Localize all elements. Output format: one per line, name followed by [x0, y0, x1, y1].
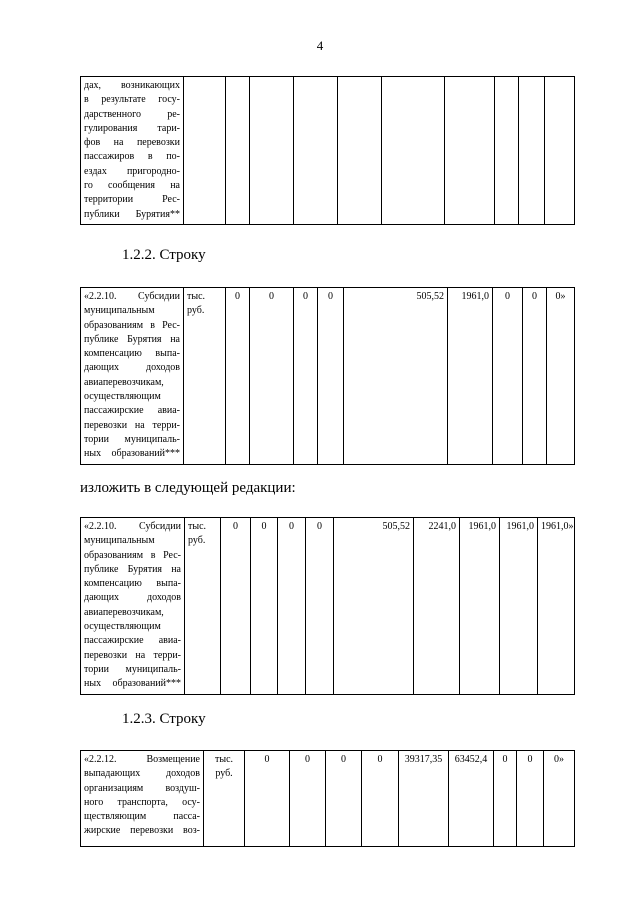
unit-cell: тыс. руб. — [204, 751, 245, 847]
value-cell: 0 — [290, 751, 326, 847]
paragraph-1-2-2: 1.2.2. Строку — [122, 247, 206, 263]
empty-cell — [495, 77, 519, 225]
empty-cell — [226, 77, 250, 225]
empty-cell — [519, 77, 545, 225]
table-continuation — [80, 76, 575, 225]
value-cell: 2241,0 — [414, 518, 460, 695]
table-row-2-2-10-new — [80, 517, 575, 695]
value-cell: 0» — [544, 751, 575, 847]
value-cell: 505,52 — [344, 288, 448, 465]
row-name-cell: «2.2.10. Субсидии муниципальным образованиям в Рес- публике Бурятия на компенсацию выпа- дающих доходов авиаперевозчикам, осуществляющим пассажирские авиа- перевозки на терри- тории муниципаль- ных образований*** — [81, 518, 185, 695]
value-cell: 0 — [251, 518, 278, 695]
empty-cell — [184, 77, 226, 225]
paragraph-new-edition: изложить в следующей редакции: — [80, 480, 296, 496]
page-number: 4 — [316, 38, 324, 53]
value-cell: 1961,0 — [448, 288, 493, 465]
unit-cell: тыс. руб. — [185, 518, 221, 695]
empty-cell — [545, 77, 575, 225]
value-cell: 0 — [493, 288, 523, 465]
value-cell: 505,52 — [334, 518, 414, 695]
value-cell: 0 — [278, 518, 306, 695]
value-cell: 0 — [306, 518, 334, 695]
row-name-cell: «2.2.10. Субсидии муниципальным образованиям в Рес- публике Бурятия на компенсацию выпа- дающих доходов авиаперевозчикам, осуществляющим пассажирские авиа- перевозки на терри- тории муниципаль- ных образований*** — [81, 288, 184, 465]
value-cell: 0 — [326, 751, 362, 847]
value-cell: 63452,4 — [449, 751, 494, 847]
unit-cell: тыс. руб. — [184, 288, 226, 465]
empty-cell — [382, 77, 445, 225]
row-name-cell: дах, возникающих в результате госу- дарственного ре- гулирования тари- фов на перевозки пассажиров в по- ездах пригородно- го сообщения на территории Рес- публики Бурятия** — [81, 77, 184, 225]
value-cell: 1961,0 — [500, 518, 538, 695]
empty-cell — [294, 77, 338, 225]
empty-cell — [338, 77, 382, 225]
paragraph-1-2-3: 1.2.3. Строку — [122, 711, 206, 727]
row-name-cell: «2.2.12. Возмещение выпадающих доходов организациям воздуш- ного транспорта, осу- ществляющим пасса- жирские перевозки воз- — [81, 751, 204, 847]
value-cell: 0 — [294, 288, 318, 465]
value-cell: 0 — [517, 751, 544, 847]
value-cell: 0 — [523, 288, 547, 465]
value-cell: 39317,35 — [399, 751, 449, 847]
value-cell: 0 — [494, 751, 517, 847]
value-cell: 0 — [226, 288, 250, 465]
value-cell: 0» — [547, 288, 575, 465]
value-cell: 0 — [362, 751, 399, 847]
value-cell: 1961,0» — [538, 518, 575, 695]
value-cell: 0 — [318, 288, 344, 465]
empty-cell — [250, 77, 294, 225]
value-cell: 0 — [221, 518, 251, 695]
empty-cell — [445, 77, 495, 225]
table-row-2-2-10-old — [80, 287, 575, 465]
value-cell: 0 — [245, 751, 290, 847]
value-cell: 1961,0 — [460, 518, 500, 695]
table-row-2-2-12 — [80, 750, 575, 847]
value-cell: 0 — [250, 288, 294, 465]
